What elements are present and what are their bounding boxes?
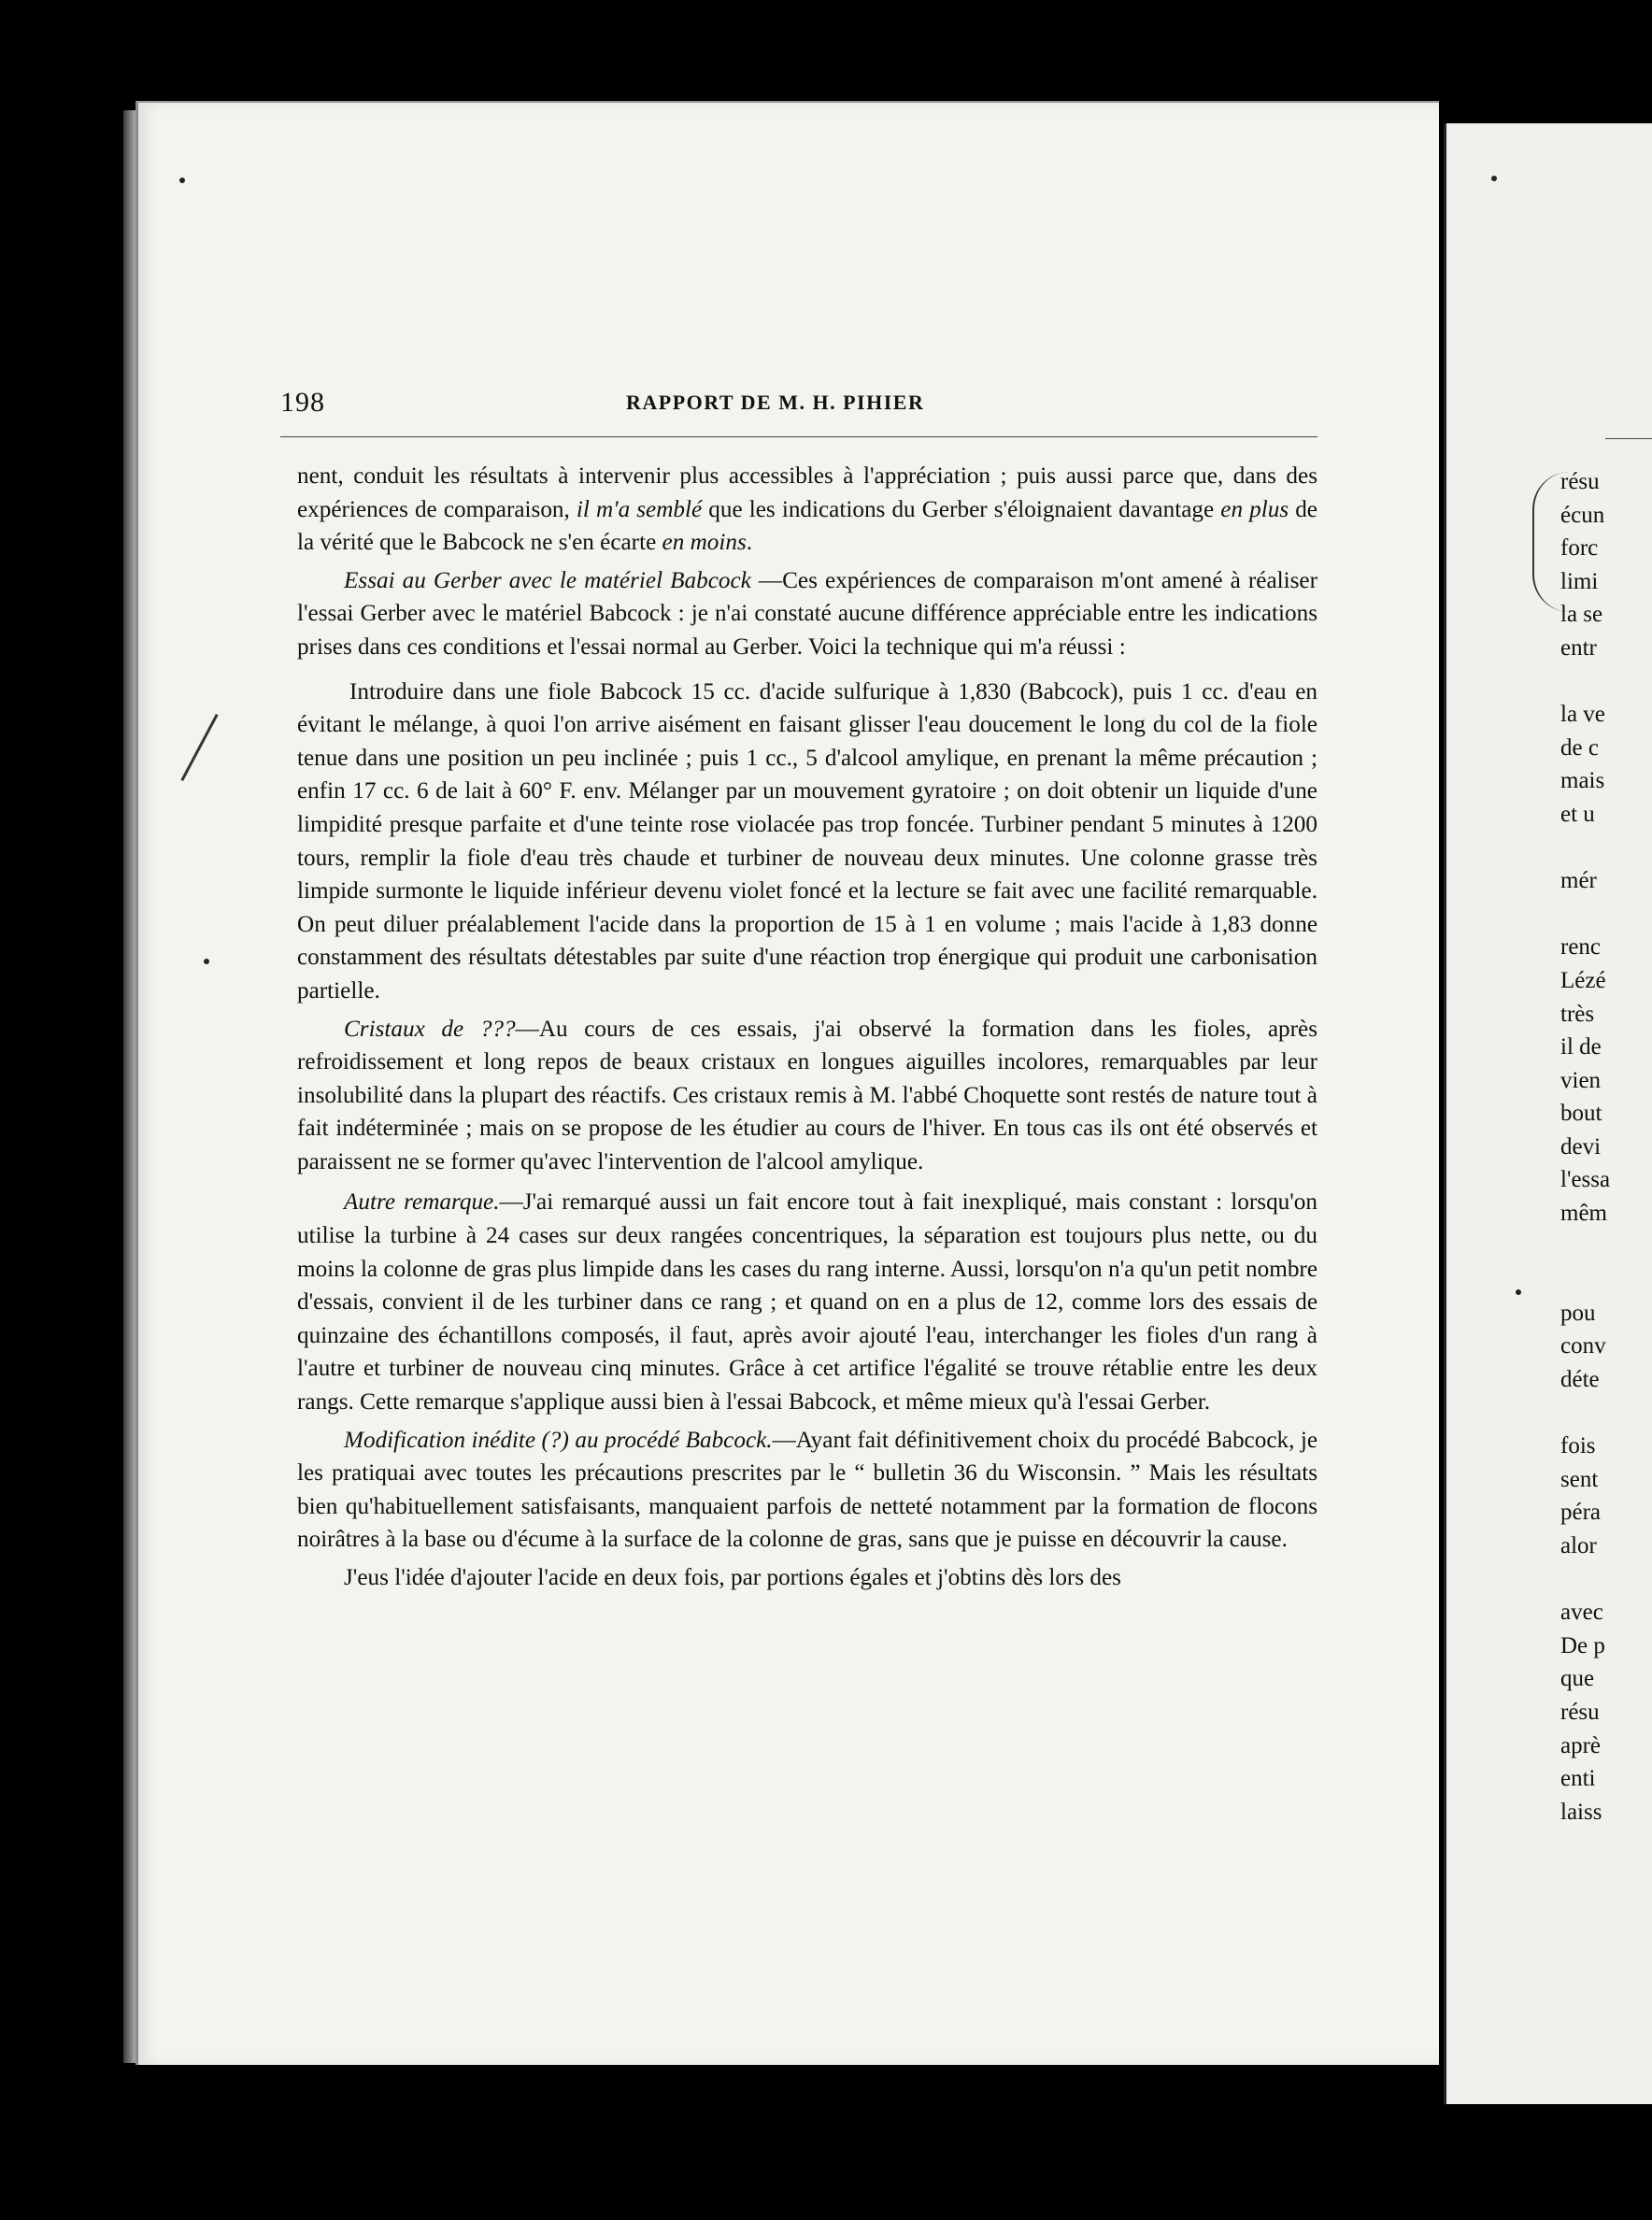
facing-page-text (1560, 465, 1652, 1829)
emphasis: en moins (662, 530, 747, 556)
paragraph-heading: Modification inédite (?) au procédé Babcock. (344, 1427, 773, 1453)
paragraph-text: de la vérité que le Babcock ne s'en écarte (297, 496, 1317, 556)
facing-page-line: péra (1560, 1500, 1602, 1526)
facing-page-line (1560, 1263, 1652, 1297)
facing-page-line: alor (1560, 1533, 1597, 1558)
facing-page-line: résu (1560, 469, 1600, 494)
facing-page-line: laiss (1560, 1799, 1602, 1825)
emphasis: il m'a semblé (576, 496, 703, 522)
paragraph-text: nent, conduit les résultats à intervenir plus accessibles à l'appréciation ; puis aussi parce que, dans des expériences de comparaison, (297, 463, 1317, 522)
facing-page-line: enti (1560, 1766, 1596, 1792)
header-rule (280, 436, 1317, 437)
paragraph-text: —J'ai remarqué aussi un fait encore tout à fait inexpliqué, mais constant : lorsqu'on utilise la turbine à 24 cases sur deux rangées concentriques, la séparation est toujours plus nette, ou du moins la colonne de gras plus limpide dans les cases du rang interne. Aussi, lorsqu'on n'a qu'un petit nombre d'essais, convient il de les turbiner dans ce rang ; et quand on en a plus de 12, comme lors des essais de quinzaine des échantillons composés, il faut, après avoir ajouté l'eau, interchanger les fioles d'un rang à l'autre et turbiner de nouveau cinq minutes. Grâce à cet artifice l'égalité se trouve rétablie entre les deux rangs. Cette remarque s'applique aussi bien à l'essai Babcock, et même mieux qu'à l'essai Gerber. (297, 1189, 1317, 1416)
page-speck (1491, 176, 1497, 181)
paragraph-heading: Autre remarque. (344, 1189, 500, 1216)
paragraph-text: —Ayant fait définitivement choix du procédé Babcock, je les pratiquai avec toutes les précautions prescrites par le “ bulletin 36 du Wisconsin. ” Mais les résultats bien qu'habituellement satisfaisants, manquaient parfois de netteté notamment par la formation de flocons noirâtres à la base ou d'écume à la surface de la colonne de gras, sans que je puisse en découvrir la cause. (297, 1427, 1318, 1553)
running-title: RAPPORT DE M. H. PIHIER (626, 391, 925, 414)
facing-page-line: fois (1560, 1433, 1596, 1459)
facing-page-line (1560, 1231, 1652, 1264)
page-speck (1516, 1289, 1521, 1295)
facing-page-line: avec (1560, 1600, 1603, 1626)
paragraph-autre-remarque (297, 1186, 1317, 1418)
paragraph-essai-gerber (297, 564, 1317, 664)
facing-page-line: devi (1560, 1133, 1602, 1160)
page-speck (204, 959, 209, 964)
body-text (297, 460, 1317, 1600)
paragraph-heading: Cristaux de ??? (344, 1016, 516, 1042)
facing-page-line: déte (1560, 1367, 1600, 1393)
facing-page-line: que (1560, 1666, 1595, 1692)
paragraph-text: que les indications du Gerber s'éloignaient davantage (702, 496, 1221, 522)
facing-page-line (1560, 1563, 1652, 1597)
facing-page-line: très (1560, 1001, 1595, 1027)
paragraph-cristaux (297, 1013, 1317, 1179)
facing-page-line: sent (1560, 1466, 1599, 1492)
paragraph-text: Introduire dans une fiole Babcock 15 cc. d'acide sulfurique à 1,830 (Babcock), puis 1 cc. d'eau en évitant le mélange, à quoi l'on arrive aisément en faisant glisser l'eau doucement le long du col de la fiole tenue dans une position un peu inclinée ; puis 1 cc., 5 d'alcool amylique, en prenant la même précaution ; enfin 17 cc. 6 de lait à 60° F. env. Mélanger par un mouvement gyratoire ; on doit obtenir un liquide d'une limpidité presque parfaite et d'une teinte rose violacée pas trop foncée. Turbiner pendant 5 minutes à 1200 tours, remplir la fiole d'eau très chaude et turbiner de nouveau deux minutes. Une colonne grasse très limpide surmonte le liquide inférieur devenu violet foncé et la lecture se fait avec une facilité remarquable. On peut diluer préalablement l'acide dans la proportion de 15 à 1 en volume ; mais l'acide à 1,83 donne constamment des résultats détestables par suite d'une réaction trop énergique qui produit une carbonisation partielle. (297, 678, 1317, 1003)
paragraph-technique (297, 676, 1317, 1008)
facing-page-line: vien (1560, 1067, 1602, 1093)
facing-page-line: la se (1560, 602, 1603, 628)
facing-page-line: de c (1560, 734, 1599, 761)
facing-page-line: conv (1560, 1333, 1606, 1359)
page-header (280, 387, 1317, 424)
paragraph-text: . (746, 530, 753, 556)
paragraph-final (297, 1561, 1317, 1595)
facing-page-line: De p (1560, 1632, 1605, 1658)
facing-page-line: pou (1560, 1300, 1596, 1326)
facing-page-line: mais (1560, 768, 1605, 794)
facing-page-line (1560, 832, 1652, 865)
facing-page-line: l'essa (1560, 1167, 1611, 1193)
facing-page-line: résu (1560, 1699, 1600, 1725)
page-speck (179, 178, 185, 183)
paragraph-heading: Essai au Gerber avec le matériel Babcock (344, 567, 751, 593)
facing-page-line: bout (1560, 1101, 1602, 1127)
facing-page-line (1560, 665, 1652, 699)
facing-page-line: limi (1560, 568, 1599, 594)
facing-page-line (1560, 898, 1652, 932)
facing-page-line: forc (1560, 535, 1599, 562)
facing-page-line: et u (1560, 801, 1595, 827)
emphasis: en plus (1220, 496, 1289, 522)
facing-page-line: mér (1560, 868, 1597, 894)
paragraph-continuation (297, 460, 1317, 560)
paragraph-modification (297, 1424, 1317, 1557)
facing-page-line: entr (1560, 634, 1597, 661)
facing-page-line (1560, 1397, 1652, 1430)
facing-page-line: renc (1560, 934, 1602, 961)
facing-page-line: il de (1560, 1034, 1602, 1060)
facing-page-line: écun (1560, 502, 1605, 528)
facing-page-line: Lézé (1560, 967, 1606, 993)
facing-page-line: la ve (1560, 702, 1605, 728)
paragraph-text: J'eus l'idée d'ajouter l'acide en deux fois, par portions égales et j'obtins dès lors des (344, 1565, 1121, 1590)
facing-page-line: mêm (1560, 1201, 1607, 1227)
paragraph-text: —Au cours de ces essais, j'ai observé la formation dans les fioles, après refroidissement et long repos de beaux cristaux en longues aiguilles incolores, remarquables par leur insolubilité dans la plupart des réactifs. Ces cristaux remis à M. l'abbé Choquette sont restés de nature tout à fait indéterminée ; mais on se propose de les étudier au cours de l'hiver. En tous cas ils ont été observés et paraissent ne se former qu'avec l'intervention de l'alcool amylique. (297, 1016, 1317, 1174)
paragraph-text: —Ces expériences de comparaison m'ont amené à réaliser l'essai Gerber avec le matériel Babcock : je n'ai constaté aucune différence appréciable entre les indications prises dans ces conditions et l'essai normal au Gerber. Voici la technique qui m'a réussi : (297, 567, 1317, 660)
page-number: 198 (280, 387, 325, 418)
facing-page-header-rule (1605, 438, 1652, 439)
facing-page-line: aprè (1560, 1732, 1602, 1758)
